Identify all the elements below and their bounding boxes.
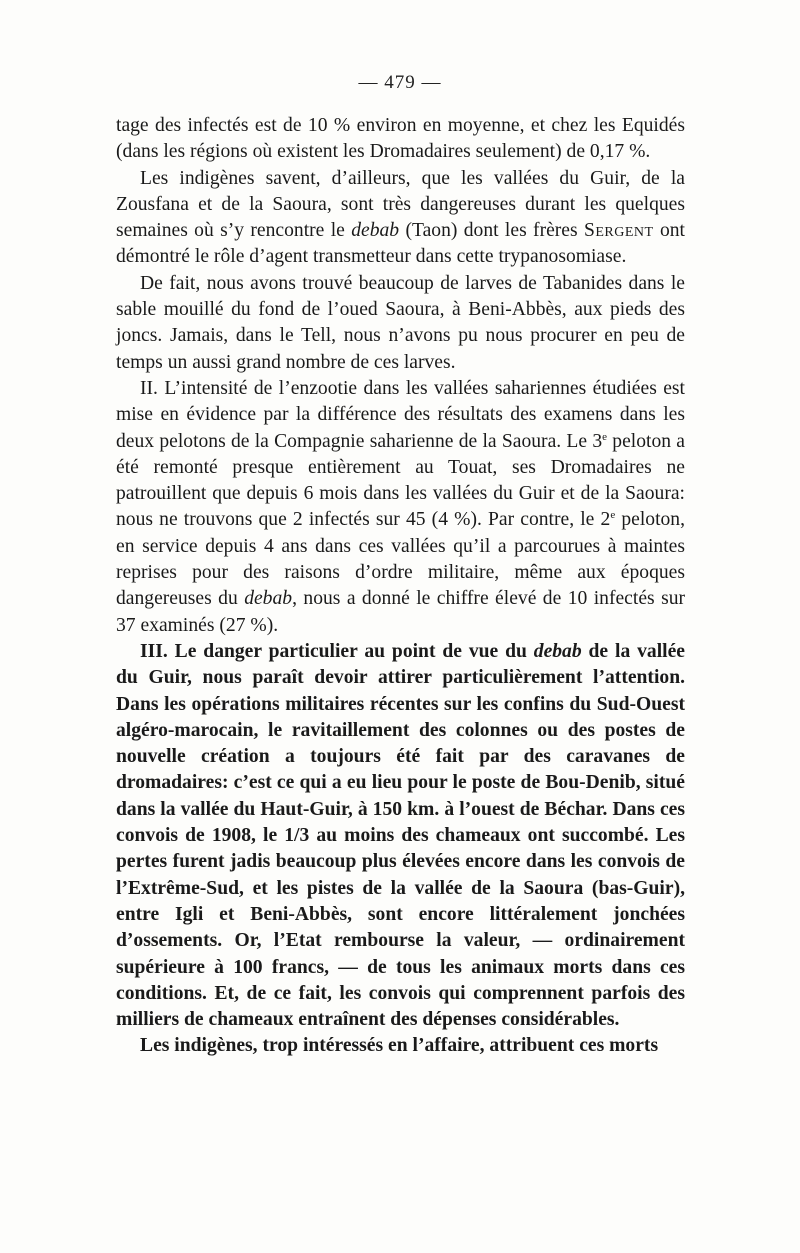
text-run: peloton a été remonté presque entièrement au Touat, ses Dromadaires ne patrouillent que depuis 6 mois dans les vallées du Guir et de la Saoura: nous ne trouvons que 2 infectés sur 45 (4 %). Par contre, le 2 — [116, 430, 685, 531]
italic-term-debab: debab — [351, 220, 400, 242]
italic-term-debab: debab — [533, 640, 582, 662]
author-name-sergent: Sergent — [583, 220, 654, 242]
page-number: — 479 — — [358, 72, 442, 93]
text-run: peloton, en service depuis 4 ans dans ces vallées qu’il a parcourues à maintes reprises pour des raisons d’ordre militaire, même aux époques dangereuses du — [116, 509, 686, 610]
text-run: de la vallée du Guir, nous paraît devoir attirer particulièrement l’attention. Dans les opérations militaires récentes sur les confins du Sud-Ouest algéro-marocain, le ravitaillement des colonnes ou des postes de nouvelle création a toujours été fait par des caravanes de dromadaires: c’est ce qui a eu lieu pour le poste de Bou-Denib, situé dans la vallée du Haut-Guir, à 150 km. à l’ouest de Béchar. Dans ces convois de 1908, le 1/3 au moins des chameaux ont succombé. Les pertes furent jadis beaucoup plus élevées encore dans les convois de l’Extrême-Sud, et les pistes de la vallée de la Saoura (bas-Guir), entre Igli et Beni-Abbès, sont encore littéralement jonchées d’ossements. Or, l’Etat rembourse la valeur, — ordinairement supérieure à 100 francs, — de tous les animaux morts dans ces conditions. Et, de ce fait, les convois qui comprennent parfois des milliers de chameaux entraînent des dépenses considérables. — [116, 640, 685, 1031]
superscript: e — [610, 509, 616, 522]
text-run: III. Le danger particulier au point de vue du — [140, 640, 534, 662]
paragraph-indigenes — [116, 166, 685, 271]
body-text — [116, 113, 685, 1060]
text-run: Les indigènes savent, d’ailleurs, que les vallées du Guir, de la Zousfana et de la Saoura, sont très dangereuses durant les quelques semaines où s’y rencontre le — [116, 167, 685, 242]
text-run: II. L’intensité de l’enzootie dans les vallées sahariennes étudiées est mise en évidence par la différence des résultats des examens dans les deux pelotons de la Compagnie saharienne de la Saoura. Le 3 — [116, 377, 685, 452]
italic-term-debab: debab — [244, 588, 293, 610]
superscript: e — [602, 430, 608, 443]
paragraph-continuation: tage des infectés est de 10 % environ en moyenne, et chez les Equidés (dans les régions où existent les Dromadaires seulement) de 0,17 %. — [116, 115, 685, 163]
paragraph-section-iii — [116, 639, 685, 1033]
text-run: , nous a donné le chiffre élevé de 10 infectés sur 37 examinés (27 %). — [116, 588, 686, 636]
paragraph-section-ii — [116, 376, 685, 639]
paragraph-tabanides: De fait, nous avons trouvé beaucoup de larves de Tabanides dans le sable mouillé du fond de l’oued Saoura, à Beni-Abbès, aux pieds des joncs. Jamais, dans le Tell, nous n’avons pu nous procurer en peu de temps un aussi grand nombre de ces larves. — [116, 272, 685, 373]
text-run: (Taon) dont les frères — [399, 220, 584, 242]
text-run: ont démontré le rôle d’agent transmetteur dans cette trypanosomiase. — [116, 220, 685, 268]
paragraph-indigenes-morts: Les indigènes, trop intéressés en l’affaire, attribuent ces morts — [140, 1035, 659, 1057]
